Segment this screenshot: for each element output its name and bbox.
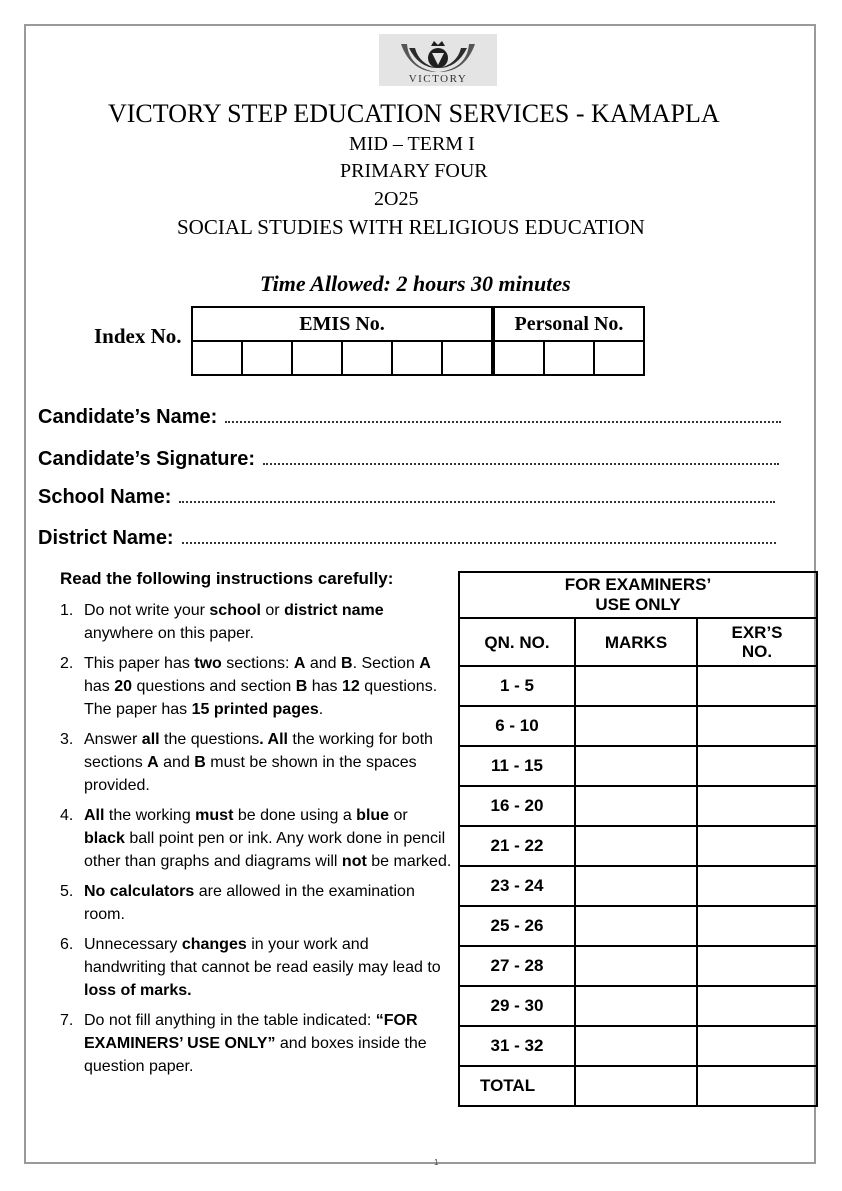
instruction-text: are allowed in the examination room. [84,883,415,923]
term-heading: MID – TERM I [349,133,475,155]
examiners-rows [459,666,817,1106]
table-row [459,946,817,986]
table-row [459,746,817,786]
instruction-text: the questions [159,731,260,748]
marks-cell[interactable] [575,986,697,1026]
personal-box[interactable] [544,341,594,375]
instruction-text: the working for both sections [84,731,433,771]
instruction-emphasis: district name [284,602,384,619]
table-row [459,906,817,946]
instruction-number: 5. [60,883,74,900]
instruction-text: be marked. [366,853,452,870]
instruction-emphasis: black [84,830,125,847]
question-range: 21 - 22 [459,826,575,866]
instruction-number: 6. [60,936,74,953]
instruction-emphasis: No calculators [84,883,195,900]
question-range: 27 - 28 [459,946,575,986]
question-range: 16 - 20 [459,786,575,826]
instruction-number: 3. [60,731,74,748]
examiner-number-cell[interactable] [697,786,817,826]
examiner-number-cell[interactable] [697,986,817,1026]
crown-shield-icon [379,34,497,74]
question-range: 31 - 32 [459,1026,575,1066]
instructions-title: Read the following instructions carefully: [60,569,394,588]
class-heading: PRIMARY FOUR [340,160,488,182]
dotted-line [263,461,779,465]
instruction-text: the working [104,807,196,824]
examiner-number-cell[interactable] [697,906,817,946]
instruction-text: and boxes inside the question paper. [84,1035,427,1075]
instruction-text: or [389,807,408,824]
instructions-list [60,599,452,1085]
instruction-emphasis: changes [181,936,247,953]
field-label: Candidate’s Name: [38,406,218,428]
instruction-emphasis: “FOR EXAMINERS’ USE ONLY” [84,1012,418,1052]
instruction-emphasis: 15 printed pages [191,701,319,718]
examiners-title-line: USE ONLY [595,595,681,614]
instruction-number: 2. [60,655,74,672]
examiner-number-cell[interactable] [697,866,817,906]
question-range: 29 - 30 [459,986,575,1026]
col-exr-header [697,618,817,666]
exr-header-line: NO. [741,642,773,661]
instruction-item [60,880,452,926]
instruction-text: in your work and handwriting that cannot be read easily may lead to [84,936,441,976]
instruction-number: 1. [60,602,74,619]
examiner-number-cell[interactable] [697,706,817,746]
marks-cell[interactable] [575,946,697,986]
table-row [459,986,817,1026]
personal-box[interactable] [493,341,544,375]
emis-box[interactable] [342,341,392,375]
examiner-number-cell[interactable] [697,1066,817,1106]
examiners-title-line: FOR EXAMINERS’ [564,575,712,594]
question-range: 1 - 5 [459,666,575,706]
instruction-number: 7. [60,1012,74,1029]
examiner-number-cell[interactable] [697,1026,817,1066]
instruction-emphasis: 20 [114,678,133,695]
instruction-item [60,1009,452,1078]
table-row [459,826,817,866]
examiner-number-cell[interactable] [697,746,817,786]
instruction-emphasis: 12 [341,678,360,695]
field-label: School Name: [38,486,172,508]
marks-cell[interactable] [575,786,697,826]
emis-box[interactable] [442,341,493,375]
instruction-emphasis: B [194,754,206,771]
candidate-signature-field[interactable] [38,448,779,471]
table-row [459,866,817,906]
dotted-line [182,540,776,544]
emis-box[interactable] [392,341,442,375]
field-label: District Name: [38,527,174,549]
instruction-emphasis: all [141,731,160,748]
table-row [459,1066,817,1106]
exr-header-line: EXR’S [731,623,783,642]
instruction-text: anywhere on this paper. [84,625,254,642]
marks-cell[interactable] [575,666,697,706]
instruction-emphasis: school [209,602,261,619]
candidate-name-field[interactable] [38,406,781,429]
emis-box[interactable] [292,341,342,375]
question-range: 25 - 26 [459,906,575,946]
examiner-number-cell[interactable] [697,946,817,986]
index-label: Index No. [94,324,182,348]
instruction-emphasis: not [341,853,367,870]
instruction-text: sections: [221,655,294,672]
instruction-emphasis: All [84,807,105,824]
instruction-emphasis: A [419,655,431,672]
instruction-emphasis: blue [356,807,390,824]
school-name-field[interactable] [38,486,775,509]
table-row [459,1026,817,1066]
marks-cell[interactable] [575,1066,697,1106]
instruction-text: be done using a [233,807,357,824]
question-range: 23 - 24 [459,866,575,906]
instruction-text: Answer [84,731,142,748]
question-range: TOTAL [459,1066,575,1106]
instruction-text: must be shown in the spaces provided. [84,754,417,794]
instruction-text: has [84,678,115,695]
personal-box[interactable] [594,341,644,375]
index-number-table [191,306,645,376]
instruction-item [60,652,452,721]
time-allowed: Time Allowed: 2 hours 30 minutes [260,271,571,296]
instruction-text: and [305,655,342,672]
examiner-number-cell[interactable] [697,826,817,866]
instruction-emphasis: B [341,655,353,672]
instruction-emphasis: two [194,655,222,672]
examiners-title [459,572,817,618]
instruction-emphasis: A [293,655,306,672]
marks-cell[interactable] [575,826,697,866]
instruction-text: Do not fill anything in the table indicated: [84,1012,376,1029]
instruction-text: Unnecessary [84,936,182,953]
instruction-text: questions and section [132,678,296,695]
marks-cell[interactable] [575,906,697,946]
dotted-line [179,499,775,503]
school-title: VICTORY STEP EDUCATION SERVICES - KAMAPLA [108,99,720,128]
marks-cell[interactable] [575,1026,697,1066]
instruction-item [60,933,452,1002]
emis-header: EMIS No. [192,307,493,341]
instruction-emphasis: must [195,807,234,824]
district-name-field[interactable] [38,527,776,550]
marks-cell[interactable] [575,706,697,746]
question-range: 11 - 15 [459,746,575,786]
col-qn-header: QN. NO. [459,618,575,666]
subject-heading: SOCIAL STUDIES WITH RELIGIOUS EDUCATION [177,215,645,239]
instruction-text: Do not write your [84,602,210,619]
page-number: 1 [434,1158,439,1167]
logo-text: VICTORY [408,73,468,85]
instruction-text: . Section [352,655,420,672]
table-row [459,706,817,746]
instruction-item [60,804,452,873]
instruction-emphasis: B [295,678,308,695]
col-marks-header: MARKS [575,618,697,666]
emis-box[interactable] [192,341,242,375]
marks-cell[interactable] [575,746,697,786]
instruction-text: ball point pen or ink. Any work done in pencil other than graphs and diagrams will [84,830,446,870]
emis-box[interactable] [242,341,292,375]
instruction-item [60,728,452,797]
instruction-item [60,599,452,645]
instruction-number: 4. [60,807,74,824]
examiner-number-cell[interactable] [697,666,817,706]
victory-logo [379,34,497,86]
instruction-text: . [318,701,324,718]
table-row [459,666,817,706]
instruction-emphasis: A [147,754,159,771]
instruction-emphasis: loss of marks. [84,982,192,999]
year-heading: 2O25 [374,188,419,210]
dotted-line [225,419,781,423]
question-range: 6 - 10 [459,706,575,746]
instruction-text: questions. The paper has [84,678,438,718]
table-row [459,786,817,826]
instruction-text: and [158,754,195,771]
instruction-emphasis: . All [259,731,288,748]
instruction-text: This paper has [84,655,195,672]
instruction-text: has [307,678,342,695]
personal-header: Personal No. [493,307,644,341]
marks-cell[interactable] [575,866,697,906]
field-label: Candidate’s Signature: [38,448,256,470]
instruction-text: or [260,602,285,619]
examiners-table [458,571,818,1107]
